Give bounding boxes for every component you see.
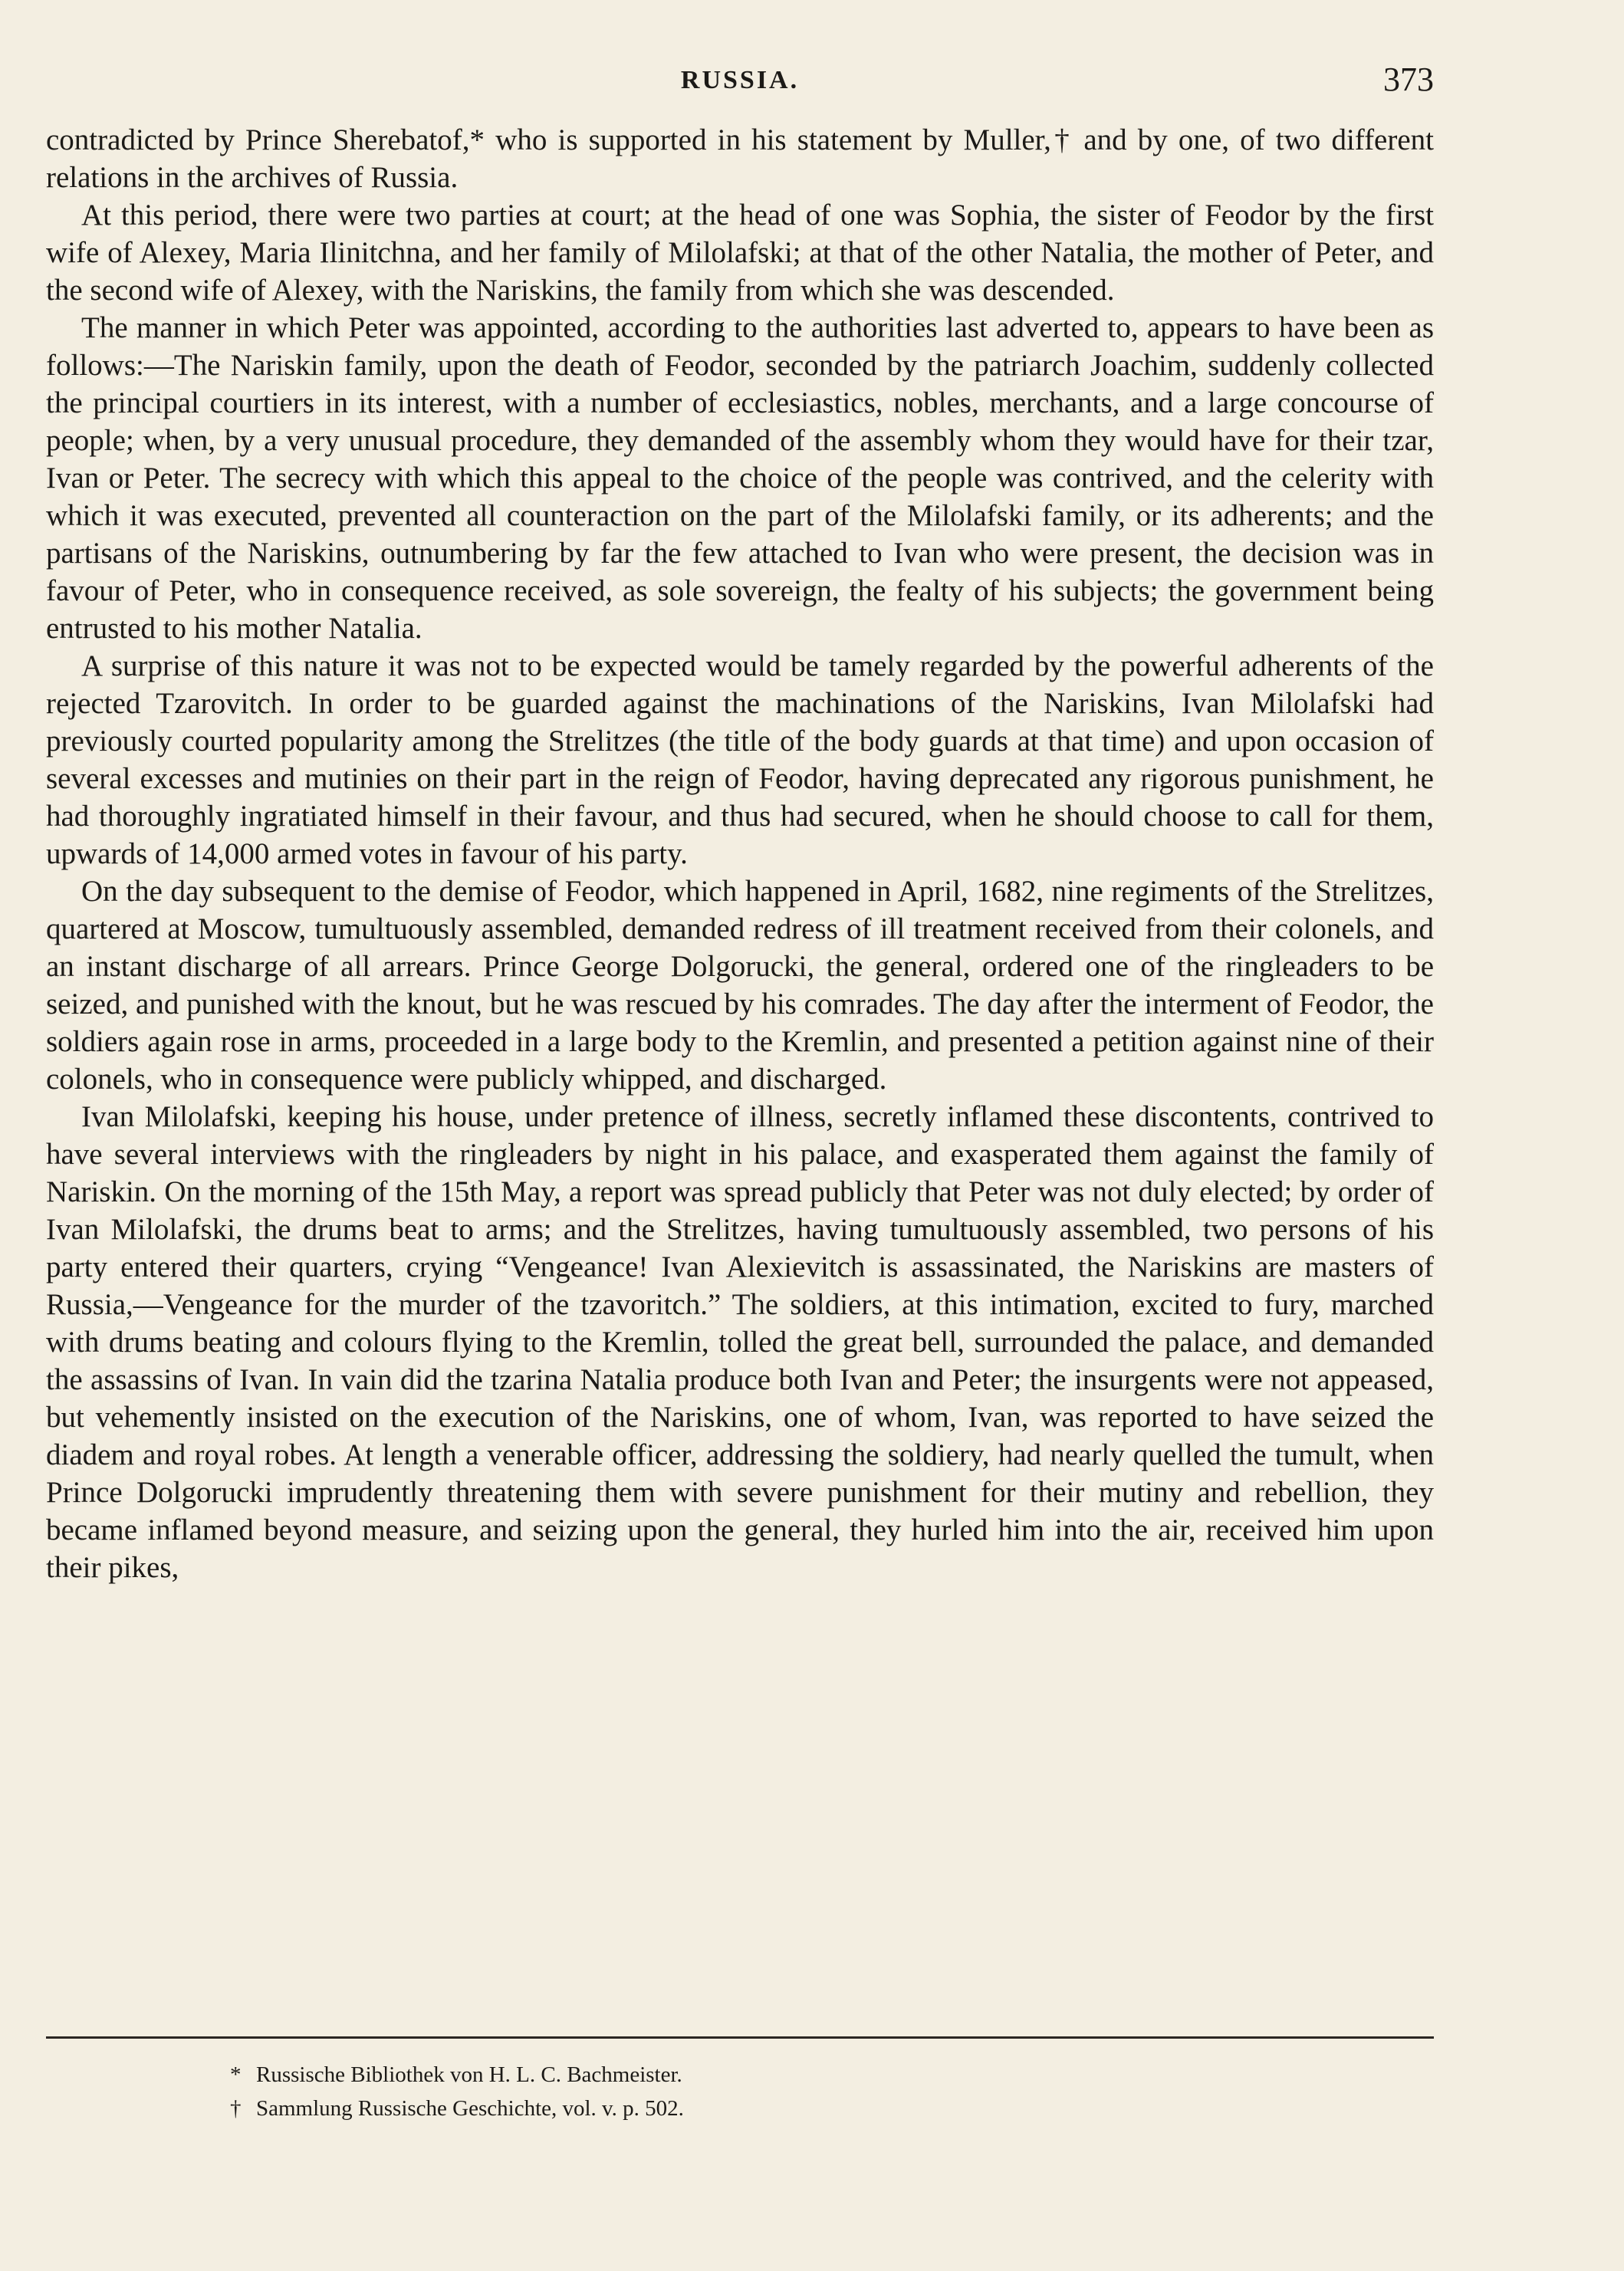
running-head: RUSSIA. xyxy=(680,66,800,94)
footnote-text: Russische Bibliothek von H. L. C. Bachmeister. xyxy=(256,2062,682,2087)
body-text xyxy=(46,121,1434,1586)
paragraph: A surprise of this nature it was not to be expected would be tamely regarded by the powerful adherents of the rejected Tzarovitch. In order to be guarded against the machinations of the Nariskins, Ivan Milolafski had previously courted popularity among the Strelitzes (the title of the body guards at that time) and upon occasion of several excesses and mutinies on their part in the reign of Feodor, having deprecated any rigorous punishment, he had thoroughly ingratiated himself in their favour, and thus had secured, when he should choose to call for them, upwards of 14,000 armed votes in favour of his party. xyxy=(46,649,1434,870)
footnote xyxy=(230,2092,1380,2125)
footnote-divider xyxy=(46,2036,1434,2039)
footnote-mark: † xyxy=(230,2096,242,2121)
paragraph: Ivan Milolafski, keeping his house, under pretence of illness, secretly inflamed these discontents, contrived to have several interviews with the ringleaders by night in his palace, and exasperated them against the family of Nariskin. On the morning of the 15th May, a report was spread publicly that Peter was not duly elected; by order of Ivan Milolafski, the drums beat to arms; and the Strelitzes, having tumultuously assembled, two persons of his party entered their quarters, crying “Vengeance! Ivan Alexievitch is assassinated, the Nariskins are masters of Russia,—Vengeance for the murder of the tzavoritch.” The soldiers, at this intimation, excited to fury, marched with drums beating and colours flying to the Kremlin, tolled the great bell, surrounded the palace, and demanded the assassins of Ivan. In vain did the tzarina Natalia produce both Ivan and Peter; the insurgents were not appeased, but vehemently insisted on the execution of the Nariskins, one of whom, Ivan, was reported to have seized the diadem and royal robes. At length a venerable officer, addressing the soldiery, had nearly quelled the tumult, when Prince Dolgorucki imprudently threatening them with severe punishment for their mutiny and rebellion, they became inflamed beyond measure, and seizing upon the general, they hurled him into the air, received him upon their pikes, xyxy=(46,1100,1434,1584)
paragraph: contradicted by Prince Sherebatof,* who is supported in his statement by Muller,† and by one, of two different relations in the archives of Russia. xyxy=(46,123,1434,194)
footnote xyxy=(230,2058,1380,2092)
paragraph: On the day subsequent to the demise of Feodor, which happened in April, 1682, nine regiments of the Strelitzes, quartered at Moscow, tumultuously assembled, demanded redress of ill treatment received from their colonels, and an instant discharge of all arrears. Prince George Dolgorucki, the general, ordered one of the ringleaders to be seized, and punished with the knout, but he was rescued by his comrades. The day after the interment of Feodor, the soldiers again rose in arms, proceeded in a large body to the Kremlin, and presented a petition against nine of their colonels, who in consequence were publicly whipped, and discharged. xyxy=(46,875,1434,1096)
paragraph: At this period, there were two parties at court; at the head of one was Sophia, the sister of Feodor by the first wife of Alexey, Maria Ilinitchna, and her family of Milolafski; at that of the other Natalia, the mother of Peter, and the second wife of Alexey, with the Nariskins, the family from which she was descended. xyxy=(46,199,1434,307)
footnote-text: Sammlung Russische Geschichte, vol. v. p. 502. xyxy=(256,2096,684,2121)
page-number: 373 xyxy=(1383,61,1434,98)
footnotes xyxy=(230,2058,1380,2125)
footnote-mark: * xyxy=(230,2062,242,2087)
paragraph: The manner in which Peter was appointed, according to the authorities last adverted to, appears to have been as follows:—The Nariskin family, upon the death of Feodor, seconded by the patriarch Joachim, suddenly collected the principal courtiers in its interest, with a number of ecclesiastics, nobles, merchants, and a large concourse of people; when, by a very unusual procedure, they demanded of the assembly whom they would have for their tzar, Ivan or Peter. The secrecy with which this appeal to the choice of the people was contrived, and the celerity with which it was executed, prevented all counteraction on the part of the Milolafski family, or its adherents; and the partisans of the Nariskins, outnumbering by far the few attached to Ivan who were present, the decision was in favour of Peter, who in consequence received, as sole sovereign, the fealty of his subjects; the government being entrusted to his mother Natalia. xyxy=(46,311,1434,645)
page-header xyxy=(46,60,1434,106)
